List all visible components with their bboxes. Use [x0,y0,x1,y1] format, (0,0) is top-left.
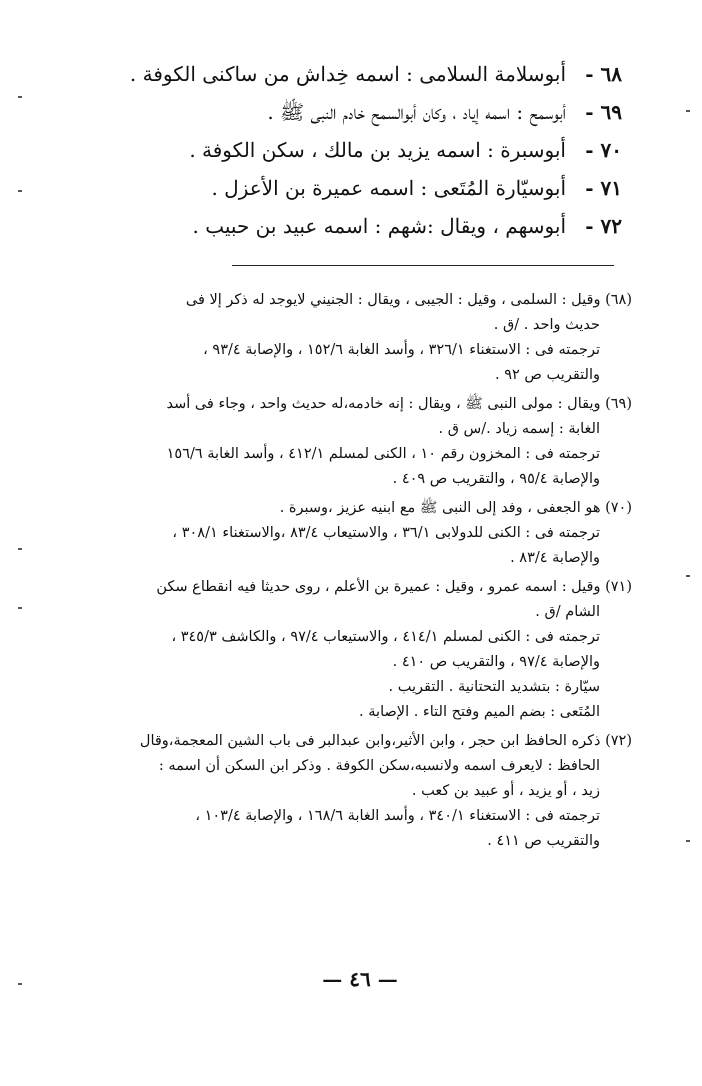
footnote-line: (٧٢) ذكره الحافظ ابن حجر ، وابن الأثير،وابن عبدالبر فى باب الشين المعجمة،وقال [139,733,632,749]
footnote-line: سيّارة : بتشديد التحتانية . التقريب . [388,679,600,695]
scan-speck [18,607,22,609]
footnote-line: ترجمته فى : الكنى للدولابى ٣٦/١ ، والاستيعاب ٨٣/٤ ،والاستغناء ٣٠٨/١ ، [172,525,600,541]
entry-72 [62,214,622,252]
footnote-divider [232,265,614,266]
footnote-refs [72,804,632,854]
footnote-line: (٧١) وقيل : اسمه عمرو ، وقيل : عميرة بن الأعلم ، روى حديثا فيه انقطاع سكن [156,579,632,595]
page-number: — ٤٦ — [322,967,398,991]
footnote-line: (٦٩) ويقال : مولى النبى ﷺ ، ويقال : إنه خادمه،له حديث واحد ، وجاء فى أسد [166,396,632,412]
footnote-line: ترجمته فى : الاستغناء ٣٤٠/١ ، وأسد الغابة ١٦٨/٦ ، والإصابة ١٠٣/٤ ، [195,808,600,824]
scan-speck [686,110,690,112]
entry-text: أبوسلامة السلامى : اسمه خِداش من ساكنى الكوفة . [129,62,566,86]
footnote-line: والإصابة ٩٧/٤ ، والتقريب ص ٤١٠ . [392,654,600,670]
footnote-line: زيد ، أو يزيد ، أو عبيد بن كعب . [411,783,600,799]
scan-speck [686,840,690,842]
footnote-main [72,575,632,625]
entry-number: ٧١ - [585,176,622,200]
entry-text: أبوسمح : اسمه إياد ، وكان أبوالسمح خادم النبى ﷺ . [267,100,566,124]
footnote-line: الحافظ : لايعرف اسمه ولانسبه،سكن الكوفة . وذكر ابن السكن أن اسمه : [158,758,600,774]
entry-text: أبوسبرة : اسمه يزيد بن مالك ، سكن الكوفة . [189,138,566,162]
footnote-line: والإصابة ٨٣/٤ . [510,550,600,566]
footnote-line: الشام /ق . [535,604,600,620]
footnote-line: حديث واحد . /ق . [493,317,600,333]
footnote-line: الغابة : إسمه زياد ./س ق . [438,421,600,437]
footnote-68 [72,288,632,388]
entry-number: ٦٩ - [585,100,622,124]
footnote-refs [72,625,632,725]
entry-number: ٧٢ - [585,214,622,238]
footnote-line: ترجمته فى : الكنى لمسلم ٤١٤/١ ، والاستيعاب ٩٧/٤ ، والكاشف ٣٤٥/٣ ، [171,629,600,645]
footnote-main [72,288,632,338]
footnote-69 [72,392,632,492]
footnote-refs [72,442,632,492]
footnote-70 [72,496,632,571]
footnote-line: والتقريب ص ٤١١ . [487,833,600,849]
entry-text: أبوسيّارة المُتَعى : اسمه عميرة بن الأعزل . [211,176,566,200]
entry-71 [62,176,622,214]
scan-speck [18,190,22,192]
scan-speck [686,575,690,577]
footnote-line: ترجمته فى : المخزون رقم ١٠ ، الكنى لمسلم ٤١٢/١ ، وأسد الغابة ١٥٦/٦ [166,446,600,462]
entry-text: أبوسهم ، ويقال :شهم : اسمه عبيد بن حبيب . [192,214,566,238]
footnote-line: والإصابة ٩٥/٤ ، والتقريب ص ٤٠٩ . [392,471,600,487]
footnote-line: المُتَعى : بضم الميم وفتح التاء . الإصابة . [359,704,600,720]
footnote-line: (٧٠) هو الجعفى ، وفد إلى النبى ﷺ مع ابنيه عزيز ،وسبرة . [279,500,632,516]
entry-number: ٦٨ - [585,62,622,86]
footnote-refs [72,338,632,388]
footnote-71 [72,575,632,725]
footnote-line: ترجمته فى : الاستغناء ٣٢٦/١ ، وأسد الغابة ١٥٢/٦ ، والإصابة ٩٣/٤ ، [203,342,600,358]
footnote-refs [72,521,632,571]
scan-speck [18,548,22,550]
footnotes [72,288,632,858]
footnote-line: والتقريب ص ٩٢ . [495,367,600,383]
entry-68 [62,62,622,100]
entry-number: ٧٠ - [585,138,622,162]
entries-list [62,62,622,252]
footnote-main [72,496,632,521]
footnote-main [72,729,632,804]
scan-speck [18,96,22,98]
footnote-main [72,392,632,442]
entry-69 [62,100,622,138]
footnote-line: (٦٨) وقيل : السلمى ، وقيل : الجيبى ، ويقال : الجنيني لايوجد له ذكر إلا فى [185,292,632,308]
entry-70 [62,138,622,176]
footnote-72 [72,729,632,854]
scan-speck [18,983,22,985]
